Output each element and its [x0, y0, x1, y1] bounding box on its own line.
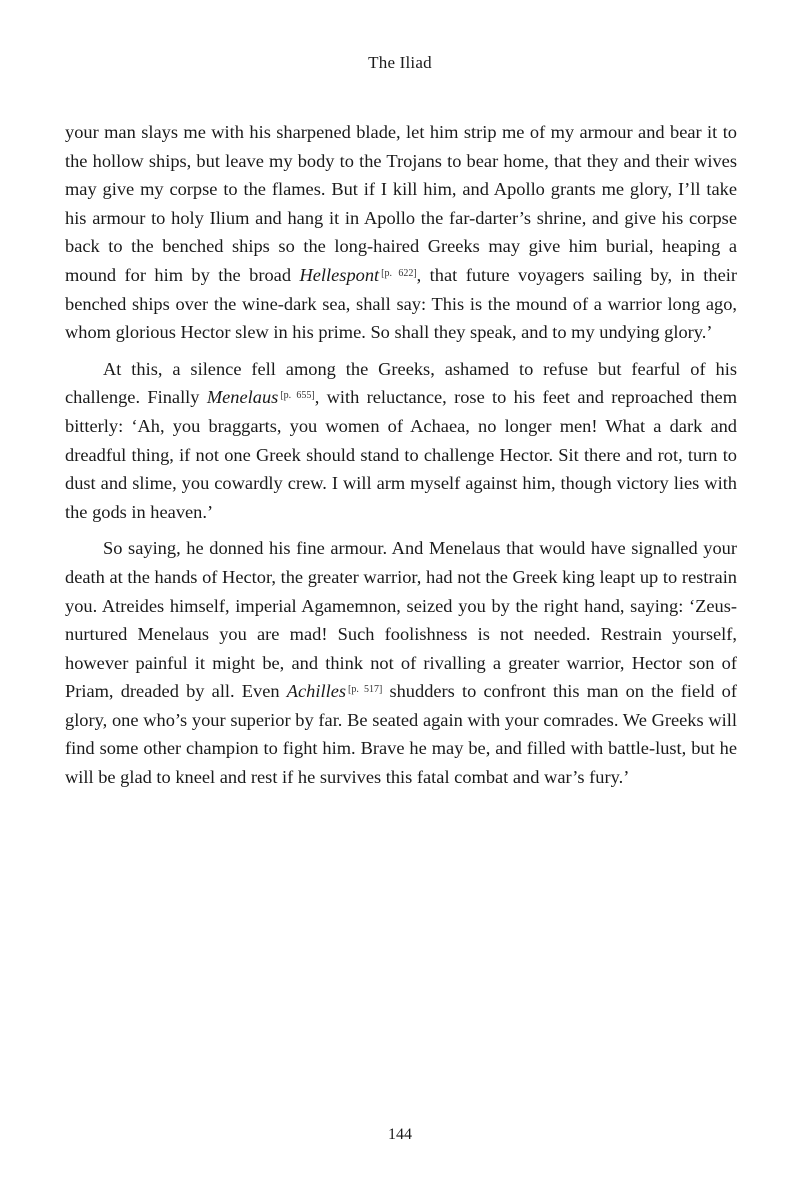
achilles-link[interactable]: Achilles — [286, 681, 347, 702]
hellespont-page-ref[interactable]: [p. 622] — [381, 267, 417, 279]
paragraph-3-text-a: So saying, he donned his fine armour. And Menelaus that would have signalled your death at the hands of Hector, the greater warrior, had not the Greek king leapt up to restrain you. Atreides himself, imperial Agamemnon, seized you by the right hand, saying: ‘Zeus-nurtured Menelaus you are mad! Such foolishness is not needed. Restrain yourself, however painful it might be, and think not of rivalling a greater warrior, Hector son of Priam, dreaded by all. Even — [65, 538, 737, 702]
menelaus-link[interactable]: Menelaus — [206, 387, 279, 408]
paragraph-2-text-a: At this, a silence fell among the Greeks, ashamed to refuse but fearful of his challenge. Finally — [65, 358, 737, 408]
hellespont-link[interactable]: Hellespont — [299, 264, 380, 285]
running-head-title: The Iliad — [368, 53, 432, 72]
paragraph-3 — [65, 534, 737, 791]
paragraph-1-text-a: your man slays me with his sharpened blade, let him strip me of my armour and bear it to the hollow ships, but leave my body to the Trojans to bear home, that they and their wives may give my corpse to the flames. But if I kill him, and Apollo grants me glory, I’ll take his armour to holy Ilium and hang it in Apollo the far-darter’s shrine, and give his corpse back to the benched ships so the long-haired Greeks may give him burial, heaping a mound for him by the broad — [65, 122, 737, 285]
paragraph-2-text-b: , with reluctance, rose to his feet and reproached them bitterly: ‘Ah, you braggarts, you women of Achaea, no longer men! What a dark and dreadful thing, if not one Greek should stand to challenge Hector. Sit there and rot, turn to dust and slime, you cowardly crew. I will arm myself against him, though victory lies with the gods in heaven.’ — [65, 387, 737, 522]
paragraph-1-text-b: , that future voyagers sailing by, in their benched ships over the wine-dark sea, shall say: This is the mound of a warrior long ago, whom glorious Hector slew in his prime. So shall they speak, and to my undying glory.’ — [65, 264, 737, 343]
paragraph-2 — [65, 355, 737, 527]
paragraph-1 — [65, 118, 737, 347]
page-number: 144 — [388, 1126, 412, 1143]
paragraph-3-text-b: shudders to confront this man on the field of glory, one who’s your superior by far. Be seated again with your comrades. We Greeks will find some other champion to fight him. Brave he may be, and filled with battle-lust, but he will be glad to kneel and rest if he survives this fatal combat and war’s fury.’ — [65, 681, 737, 788]
achilles-page-ref[interactable]: [p. 517] — [348, 684, 383, 696]
body-text — [65, 118, 737, 800]
menelaus-page-ref[interactable]: [p. 655] — [280, 390, 315, 402]
